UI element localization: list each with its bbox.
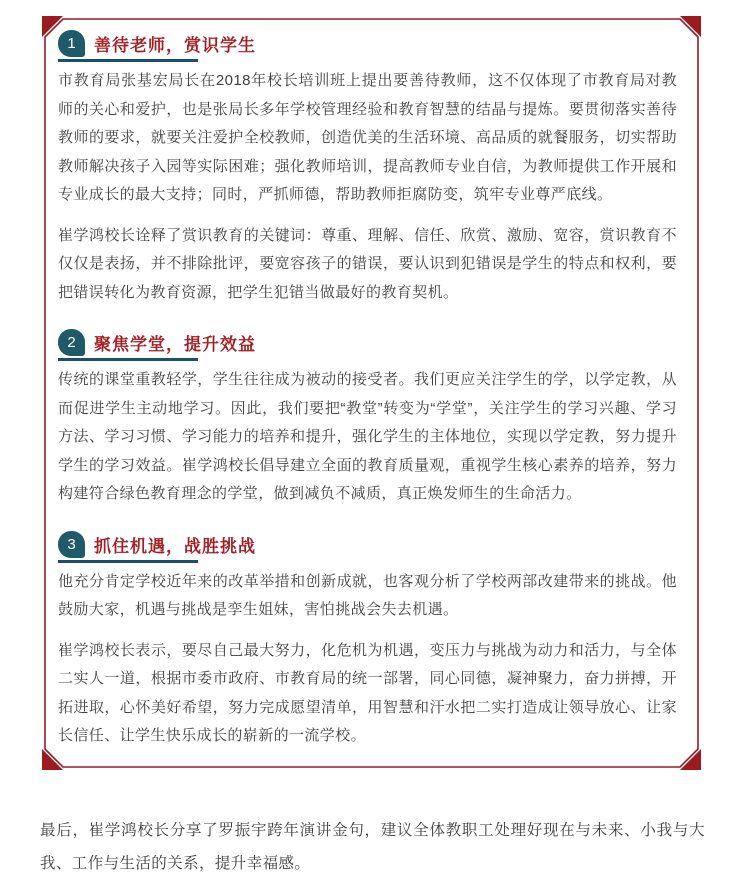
section-3-paragraph-1: 他充分肯定学校近年来的改革举措和创新成就，也客观分析了学校两部改建带来的挑战。他鼓励大家，机遇与挑战是孪生姐妹，害怕挑战会失去机遇。: [58, 572, 677, 618]
corner-triangle-bottom-left: [42, 749, 63, 770]
summary-frame-box: [40, 14, 703, 772]
section-1-paragraph-2: 崔学鸿校长诠释了赏识教育的关键词：尊重、理解、信任、欣赏、激励、宽容，赏识教育不仅仅是表扬，并不排除批评，要宽容孩子的错误，要认识到犯错误是学生的特点和权利，要把错误转化为教育资源，把学生犯错当做最好的教育契机。: [58, 226, 677, 301]
section-1-header: [58, 30, 677, 62]
section-2-header: [58, 329, 677, 361]
section-3-header: [58, 531, 677, 563]
section-1-paragraph-1: 市教育局张基宏局长在2018年校长培训班上提出要善待教师，这不仅体现了市教育局对教师的关心和爱护，也是张局长多年学校管理经验和教育智慧的结晶与提炼。要贯彻落实善待教师的要求，就要关注爱护全校教师，创造优美的生活环境、高品质的就餐服务，切实帮助教师解决孩子入园等实际困难；强化教师培训，提高教师专业自信，为教师提供工作开展和专业成长的最大支持；同时，严抓师德，帮助教师拒腐防变，筑牢专业尊严底线。: [58, 72, 677, 203]
section-2-paragraph-1: 传统的课堂重教轻学，学生往往成为被动的接受者。我们更应关注学生的学，以学定教，从而促进学生主动地学习。因此，我们要把“教堂”转变为“学堂”，关注学生的学习兴趣、学习方法、学习习惯、学习能力的培养和提升，强化学生的主体地位，实现以学定教，努力提升学生的学习效益。崔学鸿校长倡导建立全面的教育质量观，重视学生核心素养的培养，努力构建符合绿色教育理念的学堂，做到减负不减质，真正焕发师生的生命活力。: [58, 371, 677, 502]
section-3: [58, 531, 677, 751]
section-1: [58, 30, 677, 307]
closing-paragraph: 最后，崔学鸿校长分享了罗振宇跨年演讲金句，建议全体教职工处理好现在与未来、小我与大我、工作与生活的关系，提升幸福感。: [40, 822, 705, 872]
section-1-title: 善待老师，赏识学生: [94, 36, 256, 55]
section-3-title: 抓住机遇，战胜挑战: [94, 536, 256, 556]
section-3-number-badge: 3: [58, 531, 85, 558]
section-2-title: 聚焦学堂，提升效益: [94, 335, 256, 354]
section-2: [58, 329, 677, 509]
section-3-paragraph-2: 崔学鸿校长表示，要尽自己最大努力，化危机为机遇，变压力与挑战为动力和活力，与全体二实人一道，根据市委市政府、市教育局的统一部署，同心同德，凝神聚力，奋力拼搏，开拓进取，心怀美好希望，努力完成愿望清单，用智慧和汗水把二实打造成让领导放心、让家长信任、让学生快乐成长的崭新的一流学校。: [58, 641, 677, 744]
article-page: [0, 14, 741, 883]
corner-triangle-bottom-right: [680, 749, 701, 770]
section-1-number-badge: 1: [58, 30, 85, 57]
section-2-number-badge: 2: [58, 329, 85, 356]
corner-triangle-top-right: [680, 16, 701, 37]
